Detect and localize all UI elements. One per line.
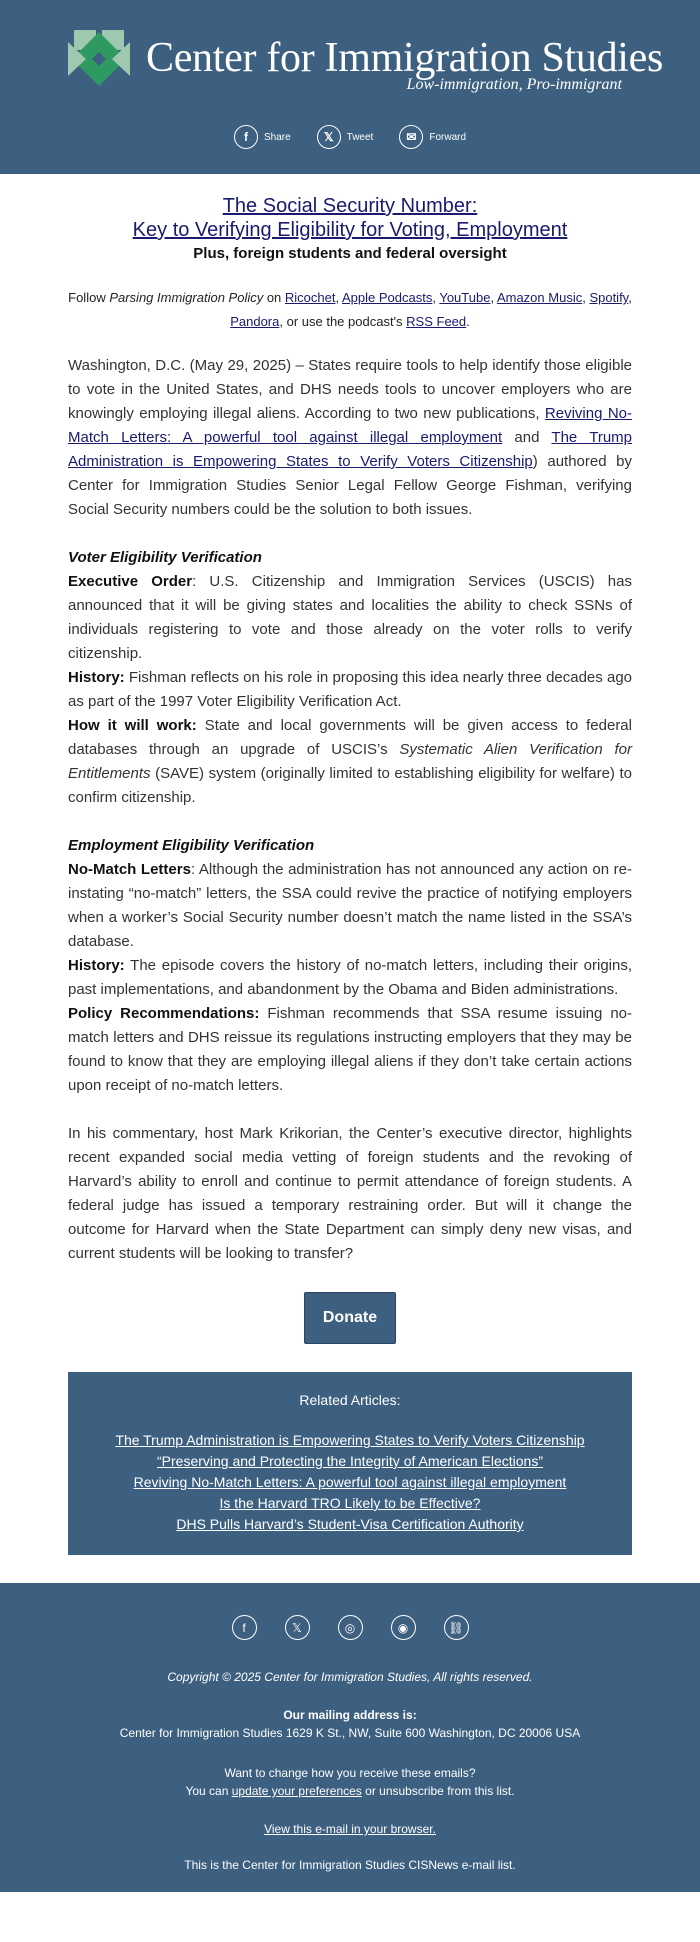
donate-wrap [68,1292,632,1344]
how-text: State and local governments will be given access to federal databases through an upgrade of USCIS’s [68,717,632,758]
email-footer [0,1583,700,1892]
apple-podcasts-link[interactable]: Apple Podcasts [342,290,433,305]
view-in-browser [0,1822,700,1836]
related-article-link[interactable]: The Trump Administration is Empowering States to Verify Voters Citizenship [115,1432,585,1448]
article-subtitle: Plus, foreign students and federal oversight [193,245,507,262]
related-article-link[interactable]: “Preserving and Protecting the Integrity of American Elections” [157,1453,543,1469]
email-header [0,0,700,174]
rss-feed-link[interactable]: RSS Feed [406,314,467,329]
voter-section-heading: Voter Eligibility Verification [68,549,262,566]
follow-end: . [466,314,470,329]
save-name: Systematic Alien Verification for Entitlements [68,741,632,782]
forward-label: Forward [429,131,467,143]
history-text: Fishman reflects on his role in proposing this idea nearly three decades ago as part of the 1997 Voter Eligibility Verification Act. [68,669,632,710]
how-label: How it will work: [68,717,197,734]
exec-label: Executive Order [68,573,193,590]
facebook-icon: f [234,125,258,149]
voter-history-item [68,666,632,714]
pandora-link[interactable]: Pandora [230,314,280,329]
share-forward-button[interactable] [399,125,466,149]
share-bar [0,125,700,149]
related-article-link[interactable]: Reviving No-Match Letters: A powerful tool against illegal employment [133,1474,567,1490]
article-body [0,194,700,1555]
cis-logo-icon [64,26,134,92]
emp-history-text: The episode covers the history of no-match letters, including their origins, past implementations, and abandonment by the Obama and Biden administrations. [68,957,632,998]
mail-icon: ✉ [399,125,423,149]
policy-recommendations-item [68,1002,632,1098]
emp-history-label: History: [68,957,125,974]
intro-text-end: ) authored by Center for Immigration Studies Senior Legal Fellow George Fishman, verifying Social Security numbers could be the solution to both issues. [68,453,633,518]
preferences-prefix: You can [185,1784,232,1798]
ricochet-link[interactable]: Ricochet [284,290,336,305]
follow-prefix: Follow [68,290,110,305]
follow-on: on [263,290,285,305]
update-preferences-link[interactable]: update your preferences [231,1784,362,1798]
preferences-suffix: or unsubscribe from this list. [361,1784,515,1798]
policy-label: Policy Recommendations: [68,1005,260,1022]
title-link-line2[interactable]: Key to Verifying Eligibility for Voting, Employment [132,219,568,241]
follow-suffix: , or use the podcast's [279,314,407,329]
youtube-link[interactable]: YouTube [439,290,491,305]
article-title-block [68,194,632,262]
mailing-address: Center for Immigration Studies 1629 K St., NW, Suite 600 Washington, DC 20006 USA [119,1726,581,1740]
list-note: This is the Center for Immigration Studies CISNews e-mail list. [184,1858,516,1872]
amazon-music-link[interactable]: Amazon Music [496,290,583,305]
rss-icon[interactable]: ◉ [391,1615,416,1640]
nomatch-text: : Although the administration has not announced any action on re-instating “no-match” letters, the SSA could revive the practice of notifying employers when a worker’s Social Security number doesn’t match the name listed in the SSA’s database. [68,861,633,950]
title-link-line1[interactable]: The Social Security Number: [222,195,478,217]
related-articles-box [68,1372,632,1555]
intro-text: Washington, D.C. (May 29, 2025) – States require tools to help identify those eligible to vote in the United States, and DHS needs tools to uncover employers who are knowingly employing illegal aliens. According to two new publications, [68,357,632,422]
no-match-item [68,858,632,954]
how-text-end: (SAVE) system (originally limited to establishing eligibility for welfare) to confirm citizenship. [68,765,632,806]
related-article-link[interactable]: DHS Pulls Harvard’s Student-Visa Certification Authority [176,1516,524,1532]
no-match-article-link[interactable]: Reviving No-Match Letters: A powerful tool against illegal employment [68,405,632,446]
related-articles-title: Related Articles: [299,1392,401,1408]
podcast-name: Parsing Immigration Policy [109,290,264,305]
policy-text: Fishman recommends that SSA resume issuing no-match letters and DHS reissue its regulations instructing employers that they may be found to know that they are employing illegal aliens if they don’t take certain actions upon receipt of no-match letters. [68,1005,633,1094]
executive-order-item [68,570,632,666]
brand-tagline: Low-immigration, Pro-immigrant [406,76,622,93]
preferences-note [0,1764,700,1800]
donate-button[interactable]: Donate [304,1292,396,1344]
related-article-link[interactable]: Is the Harvard TRO Likely to be Effective? [219,1495,481,1511]
exec-text: : U.S. Citizenship and Immigration Services (USCIS) has announced that it will be giving states and localities the ability to check SSNs of individuals registering to vote and those already on the voter rolls to verify citizenship. [68,573,632,662]
intro-and: and [502,429,552,446]
instagram-icon[interactable]: ◎ [338,1615,363,1640]
brand-name: Center for Immigration Studies [146,35,664,81]
tweet-label: Tweet [346,131,374,143]
mailing-address-heading: Our mailing address is: [283,1708,417,1722]
share-label: Share [263,131,291,143]
spotify-link[interactable]: Spotify [589,290,629,305]
employment-section-heading: Employment Eligibility Verification [68,837,315,854]
commentary-paragraph: In his commentary, host Mark Krikorian, the Center’s executive director, highlights recent expanded social media vetting of foreign students and the revoking of Harvard’s ability to enroll and continue to permit attendance of foreign students. A federal judge has issued a temporary restraining order. But will it change the outcome for Harvard when the State Department can simply deny new visas, and current students will be looking to transfer? [68,1125,632,1262]
social-icons [0,1615,700,1640]
voters-citizenship-article-link[interactable]: The Trump Administration is Empowering States to Verify Voters Citizenship [68,429,633,470]
x-icon: 𝕏 [317,125,341,149]
employment-history-item [68,954,632,1002]
preferences-question: Want to change how you receive these emails? [224,1766,476,1780]
intro-paragraph [68,354,632,522]
share-tweet-button[interactable] [317,125,374,149]
view-in-browser-link[interactable]: View this e-mail in your browser. [264,1822,436,1836]
link-icon[interactable]: ⛓ [444,1615,469,1640]
history-label: History: [68,669,125,686]
copyright-prefix: Copyright © 2025 [167,1670,265,1684]
how-it-works-item [68,714,632,810]
x-icon[interactable]: 𝕏 [285,1615,310,1640]
copyright [0,1670,700,1684]
facebook-icon[interactable]: f [232,1615,257,1640]
nomatch-label: No-Match Letters [68,861,191,878]
copyright-text: Center for Immigration Studies, All rights reserved. [264,1670,533,1684]
share-facebook-button[interactable] [234,125,291,149]
podcast-follow-line: Follow Parsing Immigration Policy on Ricochet, Apple Podcasts, YouTube, Amazon Music, Spotify, Pandora, or use the podcast's RSS Feed. [68,290,632,329]
